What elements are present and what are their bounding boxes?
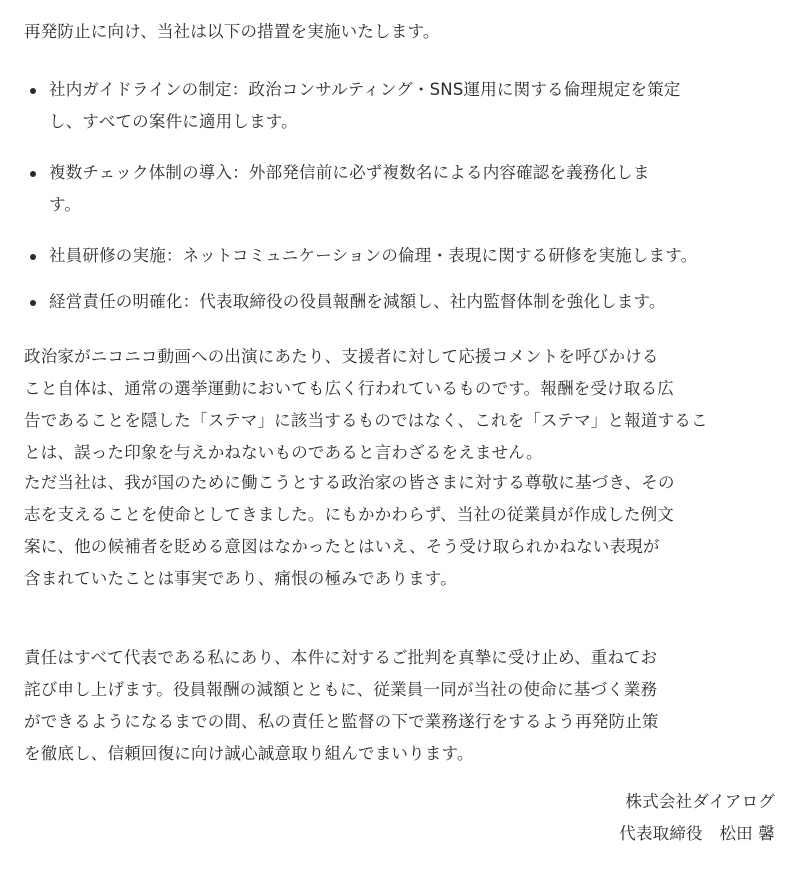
body-line: を徹底し、信頼回復に向け誠心誠意取り組んでまいります。	[24, 744, 474, 763]
measure-line: す。	[49, 195, 82, 214]
signature-company: 株式会社ダイアログ	[625, 792, 775, 811]
body-line: こと自体は、通常の選挙運動においても広く行われているものです。報酬を受け取る広	[24, 379, 674, 398]
measure-line: 社内ガイドラインの制定：政治コンサルティング・SNS運用に関する倫理規定を策定	[49, 80, 681, 99]
body-line: 政治家がニコニコ動画への出演にあたり、支援者に対して応援コメントを呼びかける	[24, 347, 659, 366]
body-line: 詫び申し上げます。役員報酬の減額とともに、従業員一同が当社の使命に基づく業務	[24, 680, 658, 699]
bullet-icon	[30, 171, 36, 177]
bullet-icon	[30, 300, 36, 306]
body-line: とは、誤った印象を与えかねないものであると言わざるをえません。	[24, 443, 543, 462]
bullet-icon	[30, 254, 36, 260]
intro-line: 再発防止に向け、当社は以下の措置を実施いたします。	[24, 22, 440, 41]
body-line: 責任はすべて代表である私にあり、本件に対するご批判を真摯に受け止め、重ねてお	[24, 648, 658, 667]
body-line: 含まれていたことは事実であり、痛恨の極みであります。	[24, 569, 457, 588]
body-line: 志を支えることを使命としてきました。にもかかわらず、当社の従業員が作成した例文	[24, 505, 674, 524]
body-paragraph-2	[24, 467, 784, 595]
body-line: ただ当社は、我が国のために働こうとする政治家の皆さまに対する尊敬に基づき、その	[24, 473, 675, 492]
intro-paragraph	[24, 16, 784, 48]
measure-line: し、すべての案件に適用します。	[49, 112, 298, 131]
body-line: 告であることを隠した「ステマ」に該当するものではなく、これを「ステマ」と報道するこ	[24, 411, 708, 430]
measure-line: 複数チェック体制の導入：外部発信前に必ず複数名による内容確認を義務化しま	[49, 163, 650, 182]
body-line: ができるようになるまでの間、私の責任と監督の下で業務遂行をするよう再発防止策	[24, 712, 659, 731]
body-paragraph-3	[24, 642, 784, 770]
body-paragraph-1	[24, 341, 784, 469]
signature-name: 代表取締役 松田 馨	[619, 824, 775, 843]
signature-block	[619, 786, 775, 850]
body-line: 案に、他の候補者を貶める意図はなかったとはいえ、そう受け取られかねない表現が	[24, 537, 660, 556]
bullet-icon	[30, 88, 36, 94]
measure-line: 経営責任の明確化：代表取締役の役員報酬を減額し、社内監督体制を強化します。	[49, 292, 666, 311]
measure-line: 社員研修の実施：ネットコミュニケーションの倫理・表現に関する研修を実施します。	[49, 246, 698, 265]
